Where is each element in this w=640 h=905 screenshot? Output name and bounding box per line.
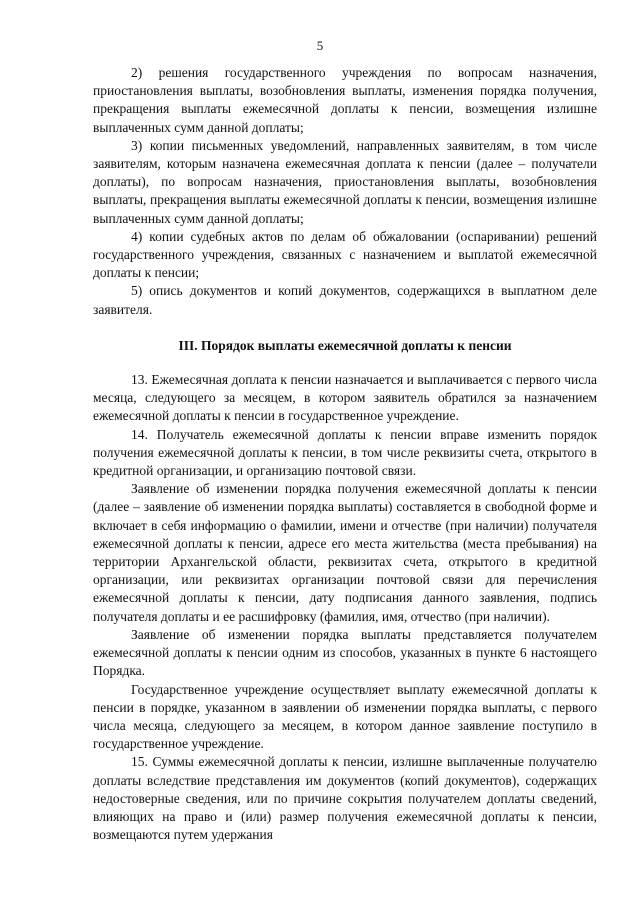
paragraph: 3) копии письменных уведомлений, направленных заявителям, в том числе заявителям, которым назначена ежемесячная доплата к пенсии (далее – получатели доплаты), по вопросам назначения, приостановления выплаты, возобновления выплаты, прекращения выплаты ежемесячной доплаты к пенсии, возмещения излишне выплаченных сумм данной доплаты; xyxy=(93,137,597,226)
paragraph: 5) опись документов и копий документов, содержащихся в выплатном деле заявителя. xyxy=(93,283,597,317)
paragraph: 15. Суммы ежемесячной доплаты к пенсии, излишне выплаченные получателю доплаты вследствие представления им документов (копий документов), содержащих недостоверные сведения, или по причине сокрытия получателем доплаты сведений, влияющих на право и (или) размер получения ежемесячной доплаты к пенсии, возмещаются путем удержания xyxy=(93,754,597,843)
page-number: 5 xyxy=(316,38,324,53)
paragraph: 2) решения государственного учреждения по вопросам назначения, приостановления выплаты, возобновления выплаты, изменения порядка получения, прекращения выплаты ежемесячной доплаты к пенсии, возмещения излишне выплаченных сумм данной доплаты; xyxy=(93,65,597,135)
paragraph: Заявление об изменении порядка получения ежемесячной доплаты к пенсии (далее – заявление об изменении порядка выплаты) составляется в свободной форме и включает в себя информацию о фамилии, имени и отчестве (при наличии) получателя ежемесячной доплаты к пенсии, адресе его места жительства (места пребывания) на территории Архангельской области, реквизитах счета, открытого в кредитной организации, или реквизитах организации почтовой связи для перечисления ежемесячной доплаты к пенсии, дату подписания данного заявления, подпись получателя доплаты и ее расшифровку (фамилия, имя, отчество (при наличии). xyxy=(93,481,597,624)
paragraph: 4) копии судебных актов по делам об обжаловании (оспаривании) решений государственного учреждения, связанных с назначением и выплатой ежемесячной доплаты к пенсии; xyxy=(93,228,597,281)
document-body xyxy=(93,64,597,844)
section-title: III. Порядок выплаты ежемесячной доплаты к пенсии xyxy=(178,337,512,353)
paragraph: Государственное учреждение осуществляет выплату ежемесячной доплаты к пенсии в порядке, указанном в заявлении об изменении порядка выплаты, с первого числа месяца, следующего за месяцем, в котором данное заявление поступило в государственное учреждение. xyxy=(93,681,597,752)
paragraph: Заявление об изменении порядка выплаты представляется получателем ежемесячной доплаты к пенсии одним из способов, указанных в пункте 6 настоящего Порядка. xyxy=(93,626,597,679)
paragraph: 13. Ежемесячная доплата к пенсии назначается и выплачивается с первого числа месяца, следующего за месяцем, в котором заявитель обратился за назначением ежемесячной доплаты к пенсии в государственное учреждение. xyxy=(93,372,597,424)
paragraph: 14. Получатель ежемесячной доплаты к пенсии вправе изменить порядок получения ежемесячной доплаты к пенсии, в том числе реквизиты счета, открытого в кредитной организации, и организацию почтовой связи. xyxy=(93,426,597,479)
